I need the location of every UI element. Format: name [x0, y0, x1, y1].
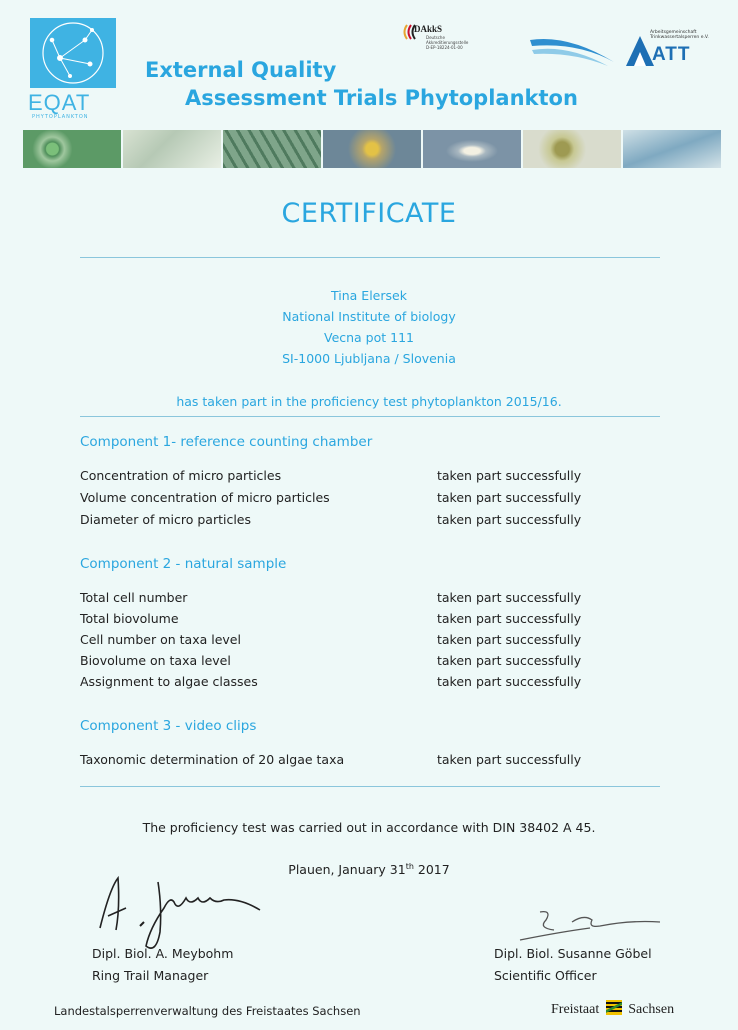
participant-street: Vecna pot 111 [323, 330, 414, 345]
component-2-item-1-label: Total cell number [80, 590, 188, 605]
component-3-item-1-label: Taxonomic determination of 20 algae taxa [80, 752, 345, 767]
component-2-item-5-label: Assignment to algae classes [80, 674, 258, 689]
strip-image-1 [23, 130, 121, 168]
component-2-item-5-result: taken part successfully [437, 674, 582, 689]
component-2-item-3-result: taken part successfully [437, 632, 582, 647]
header-title-line1: External Quality [145, 58, 337, 82]
component-1-item-1-label: Concentration of micro particles [80, 468, 282, 483]
strip-image-3 [223, 130, 321, 168]
component-1-item-3-label: Diameter of micro particles [80, 512, 252, 527]
saxony-coat-of-arms-icon [606, 1000, 622, 1015]
component-1-item-2-result: taken part successfully [437, 490, 582, 505]
component-1-item-2-label: Volume concentration of micro particles [80, 490, 330, 505]
component-2-item-4-label: Biovolume on taxa level [80, 653, 231, 668]
signatory-right-role: Scientific Officer [494, 968, 597, 983]
eqat-logo [30, 18, 116, 88]
att-details [650, 30, 709, 40]
phytoplankton-image-strip [23, 130, 723, 168]
dakks-line1: Deutsche [426, 35, 445, 40]
dakks-name: DAkkS [414, 24, 443, 34]
divider-bottom [80, 786, 660, 787]
place-date-year: 2017 [413, 862, 450, 878]
component-3-item-1-result: taken part successfully [437, 752, 582, 767]
place-date-suffix: th [405, 862, 414, 871]
component-1-item-3-result: taken part successfully [437, 512, 582, 527]
freistaat-sachsen-logo [551, 1000, 674, 1018]
lts-swoosh-logo-icon [528, 32, 618, 68]
strip-image-7 [623, 130, 721, 168]
header-title-line2: Assessment Trials Phytoplankton [185, 86, 578, 110]
participant-institute: National Institute of biology [282, 309, 456, 324]
component-2-item-2-result: taken part successfully [437, 611, 582, 626]
component-1-item-1-result: taken part successfully [437, 468, 582, 483]
participant-name: Tina Elersek [331, 288, 407, 303]
accordance-statement: The proficiency test was carried out in accordance with DIN 38402 A 45. [142, 820, 596, 835]
participant-address [0, 285, 738, 369]
place-date-main: Plauen, January 31 [288, 862, 406, 878]
freistaat-label: Freistaat [551, 1002, 600, 1017]
strip-image-4 [323, 130, 421, 168]
signatory-left-name: Dipl. Biol. A. Meybohm [92, 946, 234, 961]
participant-city: SI-1000 Ljubljana / Slovenia [282, 351, 456, 366]
dakks-line3: D-EP-18224-01-00 [426, 45, 463, 50]
component-2-title: Component 2 - natural sample [80, 556, 287, 572]
sachsen-label: Sachsen [628, 1002, 675, 1017]
certificate-heading: CERTIFICATE [281, 198, 457, 229]
att-line1: Arbeitsgemeinschaft [650, 30, 697, 35]
participation-statement: has taken part in the proficiency test phytoplankton 2015/16. [176, 394, 562, 409]
strip-image-2 [123, 130, 221, 168]
signature-right-icon [480, 902, 670, 952]
logo-subtitle: PHYTOPLANKTON [32, 114, 89, 120]
strip-image-5 [423, 130, 521, 168]
component-1-title: Component 1- reference counting chamber [80, 434, 373, 450]
att-line2: Trinkwassertalsperren e.V. [650, 35, 709, 40]
divider-mid [80, 416, 660, 417]
logo-wordmark: EQAT [28, 90, 91, 115]
divider-top [80, 257, 660, 258]
network-icon [30, 18, 116, 88]
component-2-item-4-result: taken part successfully [437, 653, 582, 668]
component-3-title: Component 3 - video clips [80, 718, 257, 734]
signatory-left-role: Ring Trail Manager [92, 968, 209, 983]
dakks-line2: Akkreditierungsstelle [426, 40, 469, 45]
strip-image-6 [523, 130, 621, 168]
att-name: ATT [652, 44, 691, 65]
component-2-item-2-label: Total biovolume [80, 611, 179, 626]
component-2-item-3-label: Cell number on taxa level [80, 632, 241, 647]
signatory-right-name: Dipl. Biol. Susanne Göbel [494, 946, 652, 961]
footer-organization: Landestalsperrenverwaltung des Freistaates Sachsen [54, 1004, 361, 1018]
dakks-details [426, 35, 468, 50]
signature-left-icon [90, 868, 290, 958]
component-2-item-1-result: taken part successfully [437, 590, 582, 605]
